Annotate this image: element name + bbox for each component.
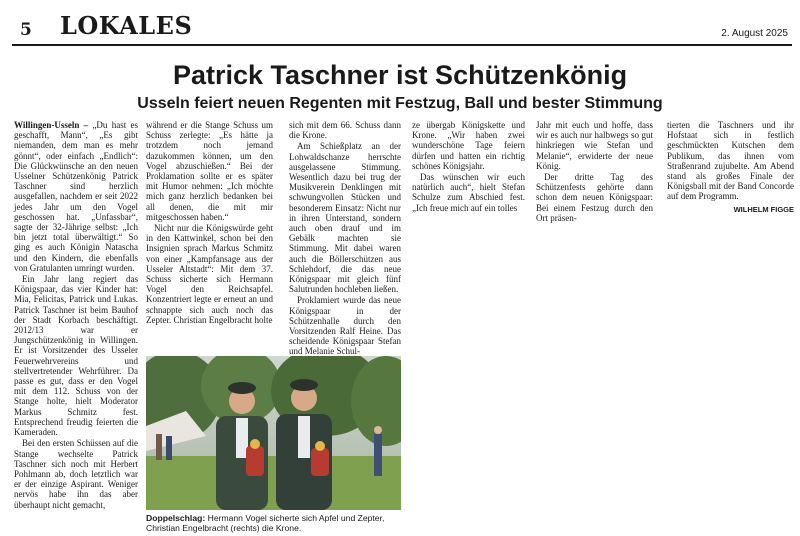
- headline: Patrick Taschner ist Schützenkönig: [172, 60, 628, 90]
- column-2: [146, 120, 273, 350]
- paragraph: tierten die Taschners und ihr Hofstaat sich in festlich geschmückten Kutschen dem Publikum, das ihnen vom Straßenrand zujubelte. Am Abend stand als großes Finale der Königsball mit der Band Concorde auf dem Programm.: [667, 120, 794, 202]
- paragraph: Das wünschen wir euch natürlich auch“, hielt Stefan Schulze zum Abschied fest. „Ich freue mich auf ein tolles: [412, 172, 525, 213]
- caption-text: Hermann Vogel sicherte sich Apfel und Zepter, Christian Engelbracht (rechts) die Krone.: [146, 513, 385, 533]
- page-number: 5: [20, 20, 32, 40]
- article-photo: [146, 356, 401, 510]
- column-1: [14, 120, 138, 534]
- subheadline: Usseln feiert neuen Regenten mit Festzug, Ball und bester Stimmung: [137, 95, 663, 112]
- paragraph: während er die Stange Schuss um Schuss zerlegte: „Es hätte ja trotzdem noch jemand dazukommen können, um den Vogel abzuschießen.“ Bei der Proklamation sollte er es später mit Humor nehmen: „Ich möchte mich ganz herzlich bedanken bei all denen, die mit mir mitgeschossen haben.“: [146, 120, 273, 222]
- issue-date: 2. August 2025: [721, 28, 788, 39]
- paragraph: Jahr mit euch und hoffe, dass wir es auch nur halbwegs so gut hinkriegen wie Stefan und Melanie“, erwiderte der neue König.: [536, 120, 653, 171]
- masthead: [12, 8, 792, 44]
- paragraph: Der dritte Tag des Schützenfests gehörte dann schon dem neuen Königspaar: Bei einem Festzug durch den Ort präsen-: [536, 172, 653, 223]
- column-3: [289, 120, 401, 357]
- column-4: [412, 120, 525, 320]
- dateline: Willingen-Usseln –: [14, 120, 89, 130]
- photo-caption: [146, 513, 404, 533]
- paragraph: ze übergab Königskette und Krone. „Wir haben zwei wunderschöne Tage feiern dürfen und hatten ein richtig schönes Königsjahr.: [412, 120, 525, 171]
- paragraph: Proklamiert wurde das neue Königspaar in der Schützenhalle durch den Vorsitzenden Ralf Heine. Das scheidende Königspaar Stefan und Melanie Schul-: [289, 295, 401, 357]
- paragraph: Am Schießplatz an der Lohwaldschanze herrschte ausgelassene Stimmung. Wesentlich dazu bei trug der Musikverein Denklingen mit schwungvollen Stücken und besonderem Einsatz: Nicht nur in ihren Unterstand, sondern auch oben drauf und im Gebälk machten sie Stimmung. Mit dabei waren auch die Böllerschützen aus Schlehdorf, die das neue Königspaar mit gleich fünf Salutrunden hochleben ließen.: [289, 141, 401, 295]
- column-6: [667, 120, 794, 220]
- section-title: LOKALES: [60, 11, 193, 40]
- paragraph: sich mit dem 66. Schuss dann die Krone.: [289, 120, 401, 141]
- author-byline: WILHELM FIGGE: [733, 204, 794, 214]
- column-5: [536, 120, 653, 300]
- paragraph: Bei den ersten Schüssen auf die Stange wechselte Patrick Taschner sich noch mit Herbert Pohlmann ab, doch letztlich war er der einzige Aspirant. Weniger nervös habe ihn das aber überhaupt nicht gemacht,: [14, 438, 138, 510]
- paragraph: Ein Jahr lang regiert das Königspaar, das vier Kinder hat: Mia, Felicitas, Patrick und Lukas. Patrick Taschner ist beim Bauhof der Stadt Korbach beschäftigt. 2012/13 war er Jungschützenkönig in Willingen. Er ist Vorsitzender des Usseler Feuerwehrvereins und stellvertretender Wehrführer. Da passe es gut, dass er den Vogel mit dem 112. Schuss von der Stange holte, hielt Moderator Markus Schmitz fest. Entsprechend freudig feierten die Kameraden.: [14, 274, 138, 438]
- photo-illustration: [146, 356, 401, 510]
- paragraph: Nicht nur die Königswürde geht in den Kattwinkel, schon bei den Insignien sprach Markus Schmitz von einer „Kampfansage aus der Usseler Altstadt“: Mit dem 37. Schuss sicherte sich Hermann Vogel den Reichsapfel. Konzentriert legte er erneut an und schnappte sich auch noch das Zepter. Christian Engelbracht holte: [146, 223, 273, 325]
- paragraph: Willingen-Usseln – „Du hast es geschafft, Mann“, „Es gibt niemanden, dem man es mehr gönnt“, oder einfach „Endlich“: Die Glückwünsche an den neuen Usselner Schützenkönig Patrick Taschner sind herzlich ausgefallen, nachdem er seit 2022 jedes Jahr um den Vogel geschossen hat. „Unfassbar“, sagte der 32-Jährige selbst: „Ich bin jetzt total überwältigt.“ So ging es auch Königin Natascha und den Kindern, die ebenfalls von Gratulanten umringt wurden.: [14, 120, 138, 273]
- masthead-rule: [12, 44, 792, 46]
- caption-lead: Doppelschlag:: [146, 513, 206, 523]
